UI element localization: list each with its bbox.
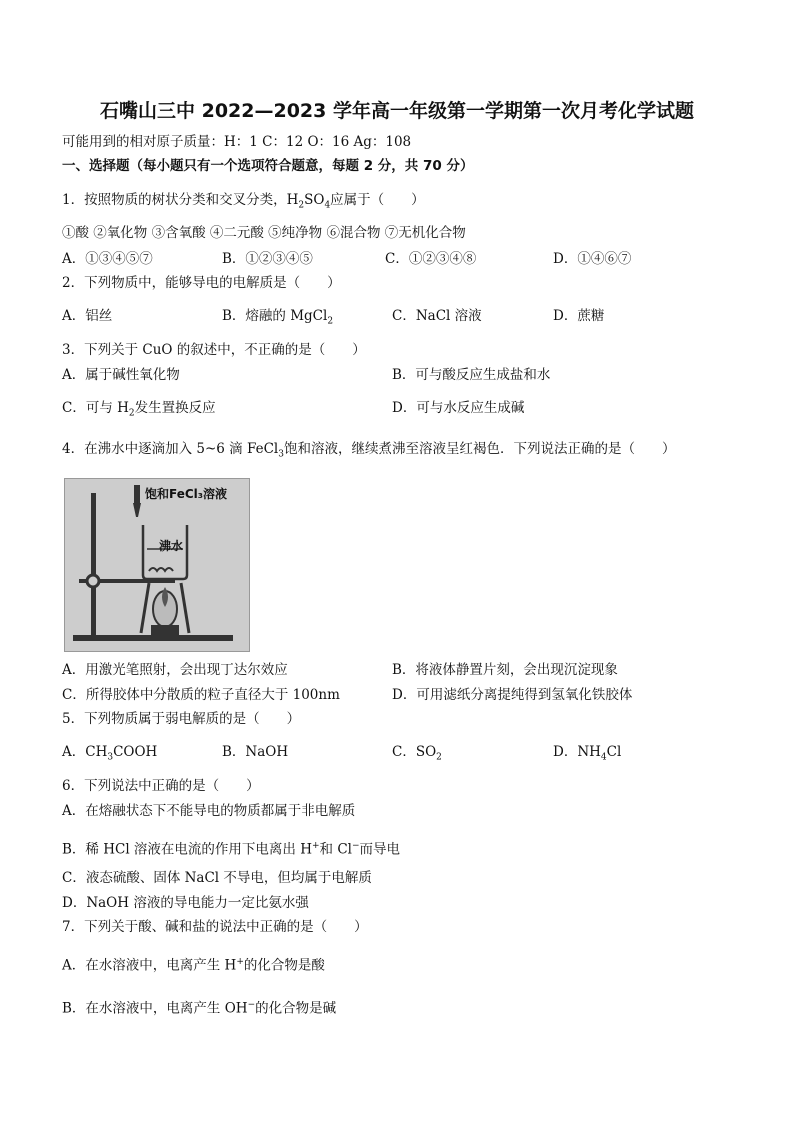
question-1-option-a[interactable]: A．①③④⑤⑦ [62, 251, 153, 267]
question-3-option-a[interactable]: A．属于碱性氧化物 [62, 367, 180, 383]
question-2-option-c[interactable]: C．NaCl 溶液 [392, 308, 482, 324]
question-5-option-c[interactable]: C．$SO_2$ [392, 744, 442, 763]
question-7-option-b[interactable]: B．在水溶液中，电离产生 OH−的化合物是碱 [62, 1000, 337, 1017]
question-4-option-d[interactable]: D．可用滤纸分离提纯得到氢氧化铁胶体 [392, 687, 633, 703]
question-4-option-b[interactable]: B．将液体静置片刻，会出现沉淀现象 [392, 662, 618, 678]
question-5-option-d[interactable]: D．$NH_4Cl$ [553, 744, 622, 763]
question-7-option-a[interactable]: A．在水溶液中，电离产生 H+的化合物是酸 [62, 957, 325, 974]
question-3-option-b[interactable]: B．可与酸反应生成盐和水 [392, 367, 551, 383]
question-7-stem: 7．下列关于酸、碱和盐的说法中正确的是（ ） [62, 919, 368, 935]
question-5-option-a[interactable]: A．$CH_3COOH$ [62, 744, 158, 763]
apparatus-drawing [65, 479, 249, 651]
question-5-option-b[interactable]: B．NaOH [222, 744, 289, 760]
atomic-masses: 可能用到的相对原子质量：H：1 C：12 O：16 Ag：108 [62, 134, 412, 150]
question-2-option-d[interactable]: D．蔗糖 [553, 308, 605, 324]
question-1-items: ①酸 ②氧化物 ③含氧酸 ④二元酸 ⑤纯净物 ⑥混合物 ⑦无机化合物 [62, 225, 466, 241]
question-4-option-a[interactable]: A．用激光笔照射，会出现丁达尔效应 [62, 662, 288, 678]
page-title: 石嘴山三中 2022—2023 学年高一年级第一学期第一次月考化学试题 [100, 100, 694, 122]
question-6-option-a[interactable]: A．在熔融状态下不能导电的物质都属于非电解质 [62, 803, 356, 819]
question-5-stem: 5．下列物质属于弱电解质的是（ ） [62, 711, 301, 727]
question-2-option-a[interactable]: A．铝丝 [62, 308, 113, 324]
section-title: 一、选择题（每小题只有一个选项符合题意，每题 2 分，共 70 分） [62, 158, 474, 174]
question-4-option-c[interactable]: C．所得胶体中分散质的粒子直径大于 100nm [62, 687, 340, 703]
question-1-option-c[interactable]: C．①②③④⑧ [385, 251, 477, 267]
question-3-option-c[interactable]: C．可与 $H_2$发生置换反应 [62, 400, 216, 419]
question-1-option-d[interactable]: D．①④⑥⑦ [553, 251, 632, 267]
question-6-option-b[interactable]: B．稀 HCl 溶液在电流的作用下电离出 H+和 Cl−而导电 [62, 841, 401, 858]
question-3-stem: 3．下列关于 CuO 的叙述中，不正确的是（ ） [62, 342, 366, 358]
question-2-stem: 2．下列物质中，能够导电的电解质是（ ） [62, 275, 341, 291]
figure-label-solution: 饱和FeCl₃溶液 [145, 487, 228, 501]
apparatus-figure [64, 478, 250, 652]
question-1-stem: 1．按照物质的树状分类和交叉分类，$H_2SO_4$应属于（ ） [62, 192, 425, 211]
question-4-stem: 4．在沸水中逐滴加入 5~6 滴 FeCl$_3$饱和溶液，继续煮沸至溶液呈红褐色．下列说法正确的是（ ） [62, 441, 676, 460]
figure-label-water: 沸水 [159, 539, 184, 553]
question-3-option-d[interactable]: D．可与水反应生成碱 [392, 400, 525, 416]
question-6-stem: 6．下列说法中正确的是（ ） [62, 778, 260, 794]
question-2-option-b[interactable]: B．熔融的 MgCl$_2$ [222, 308, 334, 327]
question-1-option-b[interactable]: B．①②③④⑤ [222, 251, 313, 267]
question-6-option-d[interactable]: D．NaOH 溶液的导电能力一定比氨水强 [62, 895, 309, 911]
question-6-option-c[interactable]: C．液态硫酸、固体 NaCl 不导电，但均属于电解质 [62, 870, 372, 886]
